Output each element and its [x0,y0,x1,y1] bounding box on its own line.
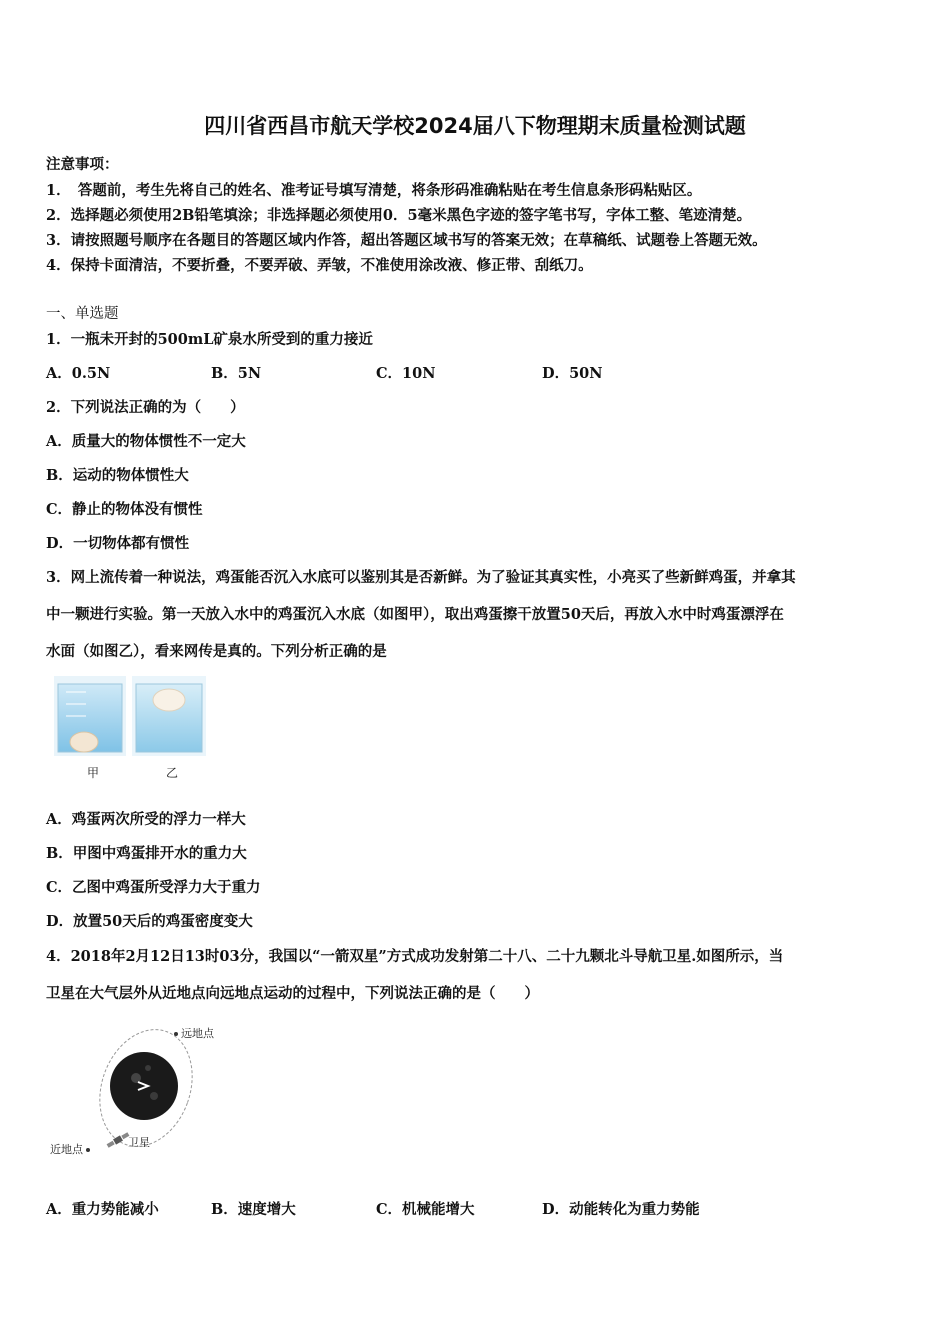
option-c: C．乙图中鸡蛋所受浮力大于重力 [46,879,261,896]
notice-item: 3．请按照题号顺序在各题目的答题区域内作答，超出答题区域书写的答案无效；在草稿纸、试题卷上答题无效。 [46,232,767,249]
question-3-stem-line: 3．网上流传着一种说法，鸡蛋能否沉入水底可以鉴别其是否新鲜。为了验证其真实性，小亮买了些新鲜鸡蛋，并拿其 [46,569,796,586]
option-a: A．质量大的物体惯性不一定大 [46,433,246,450]
notice-heading: 注意事项： [46,156,119,173]
option-a: A．鸡蛋两次所受的浮力一样大 [46,811,246,828]
question-3-stem-line: 中一颗进行实验。第一天放入水中的鸡蛋沉入水底（如图甲），取出鸡蛋擦干放置50天后，再放入水中时鸡蛋漂浮在 [46,606,784,623]
question-3-stem-line: 水面（如图乙），看来网传是真的。下列分析正确的是 [46,643,387,660]
label-far-point: 远地点 [181,1027,214,1040]
question-4-stem-line: 4．2018年2月12日13时03分，我国以“一箭双星”方式成功发射第二十八、二十九颗北斗导航卫星.如图所示，当 [46,948,784,965]
option-d: D．50N [542,365,603,382]
page-title: 四川省西昌市航天学校2024届八下物理期末质量检测试题 [204,114,746,138]
label-satellite: 卫星 [128,1136,150,1149]
option-b: B．甲图中鸡蛋排开水的重力大 [46,845,247,862]
figure-label-jia: 甲 [87,766,100,780]
egg-sunk [70,732,98,752]
option-d: D．一切物体都有惯性 [46,535,190,552]
notice-item: 2．选择题必须使用2B铅笔填涂；非选择题必须使用0．5毫米黑色字迹的签字笔书写，字体工整、笔迹清楚。 [46,207,752,224]
option-c: C．10N [376,365,436,382]
option-c: C．静止的物体没有惯性 [46,501,203,518]
question-1-stem: 1．一瓶未开封的500mL矿泉水所受到的重力接近 [46,331,373,348]
option-b: B．5N [211,365,262,382]
beaker-yi [132,676,206,756]
notice-item: 4．保持卡面清洁，不要折叠，不要弄破、弄皱，不准使用涂改液、修正带、刮纸刀。 [46,257,593,274]
figure-label-yi: 乙 [166,766,179,780]
beaker-figure [52,674,208,758]
section-heading: 一、单选题 [46,306,119,322]
question-2-stem: 2．下列说法正确的为（ ） [46,399,245,416]
satellite-icon [106,1131,130,1148]
earth [110,1052,178,1120]
option-a: A．0.5N [46,365,111,382]
option-b: B．运动的物体惯性大 [46,467,189,484]
label-near-point: 近地点 [50,1143,83,1156]
beaker-jia [54,676,126,756]
option-a: A．重力势能减小 [46,1201,159,1218]
question-4-stem-line: 卫星在大气层外从近地点向远地点运动的过程中，下列说法正确的是（ ） [46,985,539,1002]
option-d: D．放置50天后的鸡蛋密度变大 [46,913,253,930]
option-c: C．机械能增大 [376,1201,475,1218]
option-b: B．速度增大 [211,1201,296,1218]
notice-item: 1． 答题前，考生先将自己的姓名、准考证号填写清楚，将条形码准确粘贴在考生信息条形码粘贴区。 [46,182,702,199]
egg-floating [153,689,185,711]
option-d: D．动能转化为重力势能 [542,1201,700,1218]
